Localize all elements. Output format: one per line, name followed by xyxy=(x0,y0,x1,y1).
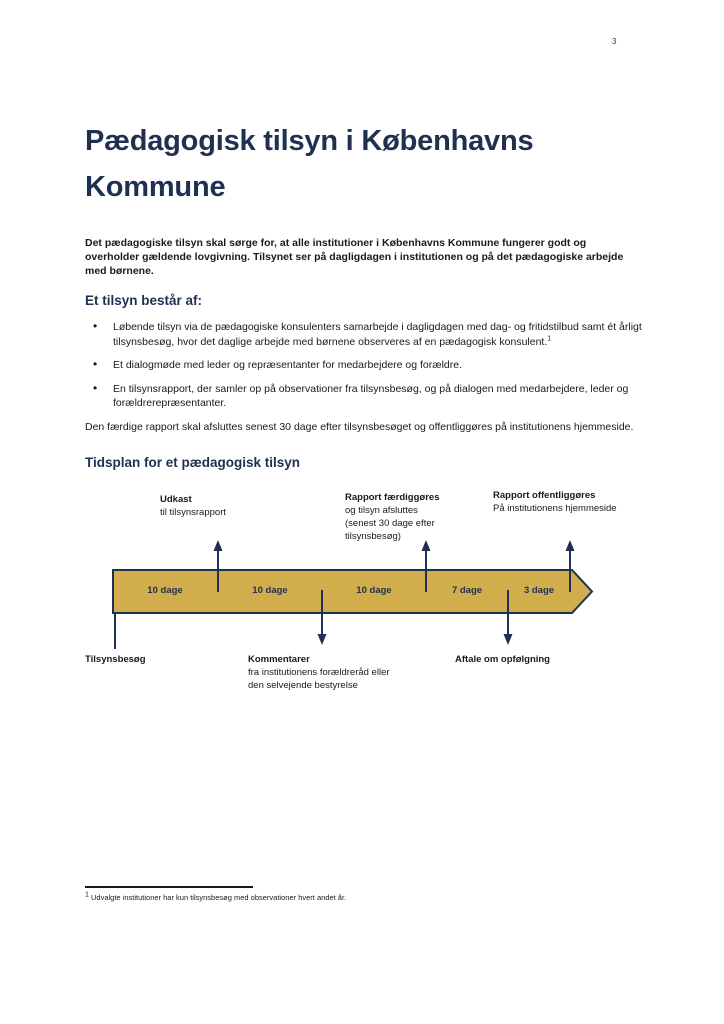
footnote xyxy=(85,892,585,903)
timeline-diagram xyxy=(0,485,724,700)
bullet-list xyxy=(85,320,645,420)
bullet-list-items xyxy=(85,320,645,411)
milestone-subtitle: og tilsyn afsluttes xyxy=(345,505,418,516)
page-title xyxy=(85,118,665,210)
list-item xyxy=(113,382,645,411)
footnote-separator xyxy=(85,886,253,888)
milestone-title: Kommentarer xyxy=(248,654,310,665)
milestone-subtitle: tilsynsbesøg) xyxy=(345,531,401,542)
milestone-kommentarer xyxy=(248,653,390,692)
bullet-text: Løbende tilsyn via de pædagogiske konsulenters samarbejde i dagligdagen med dag- og fritidstilbud samt ét årligt tilsynsbesøg, hvor det daglige arbejde med børnene observeres af en pædagogisk konsulent. xyxy=(113,321,642,348)
footnote-text: Udvalgte institutioner har kun tilsynsbesøg med observationer hvert andet år. xyxy=(91,893,347,902)
milestone-title: Rapport færdiggøres xyxy=(345,492,440,503)
milestone-title: Tilsynsbesøg xyxy=(85,654,146,665)
milestone-subtitle: På institutionens hjemmeside xyxy=(493,503,617,514)
milestone-subtitle: (senest 30 dage efter xyxy=(345,518,435,529)
page-title-line2: Kommune xyxy=(85,171,226,203)
milestone-title: Aftale om opfølgning xyxy=(455,654,550,665)
section-heading-et-tilsyn: Et tilsyn består af: xyxy=(85,293,203,308)
down-arrowhead-kommentarer xyxy=(318,634,327,645)
milestone-tilsynsbesoeg xyxy=(85,653,146,666)
milestone-title: Rapport offentliggøres xyxy=(493,490,596,501)
closing-paragraph: Den færdige rapport skal afsluttes senest 30 dage efter tilsynsbesøget og offentliggøres på institutionens hjemmeside. xyxy=(85,421,634,433)
footnote-marker: 1 xyxy=(85,891,89,899)
segment-label: 10 dage xyxy=(356,585,392,596)
segment-label: 10 dage xyxy=(147,585,183,596)
page-title-line1: Pædagogisk tilsyn i Københavns xyxy=(85,125,534,157)
milestone-title: Udkast xyxy=(160,494,192,505)
up-arrowhead-rapport-faerdiggoeres xyxy=(422,540,431,551)
page-number: 3 xyxy=(612,37,617,46)
footnote-reference: 1 xyxy=(547,335,552,342)
timeline-arrow-bar xyxy=(113,570,592,613)
bullet-text: En tilsynsrapport, der samler op på observationer fra tilsynsbesøg, og på dialogen med medarbejdere, leder og forældrerepræsentanter. xyxy=(113,382,629,409)
down-arrowhead-aftale xyxy=(504,634,513,645)
up-arrowhead-udkast xyxy=(214,540,223,551)
segment-label: 7 dage xyxy=(451,585,483,596)
section-heading-tidsplan: Tidsplan for et pædagogisk tilsyn xyxy=(85,455,301,470)
milestone-aftale-om-opfoelgning xyxy=(455,653,550,666)
bullet-text: Et dialogmøde med leder og repræsentanter for medarbejdere og forældre. xyxy=(113,359,463,371)
intro-paragraph: Det pædagogiske tilsyn skal sørge for, at alle institutioner i Københavns Kommune fungerer godt og overholder gældende lovgivning. Tilsynet ser på dagligdagen i institutionen og på det pædagogiske arbejde med børnene. xyxy=(85,237,624,277)
list-item xyxy=(113,320,645,349)
list-item xyxy=(113,358,645,373)
segment-label: 3 dage xyxy=(523,585,555,596)
up-arrowhead-rapport-offentliggoeres xyxy=(566,540,575,551)
milestone-subtitle: til tilsynsrapport xyxy=(160,507,226,518)
segment-label: 10 dage xyxy=(252,585,288,596)
milestone-subtitle: fra institutionens forældreråd eller xyxy=(248,667,390,678)
milestone-subtitle: den selvejende bestyrelse xyxy=(248,680,358,691)
